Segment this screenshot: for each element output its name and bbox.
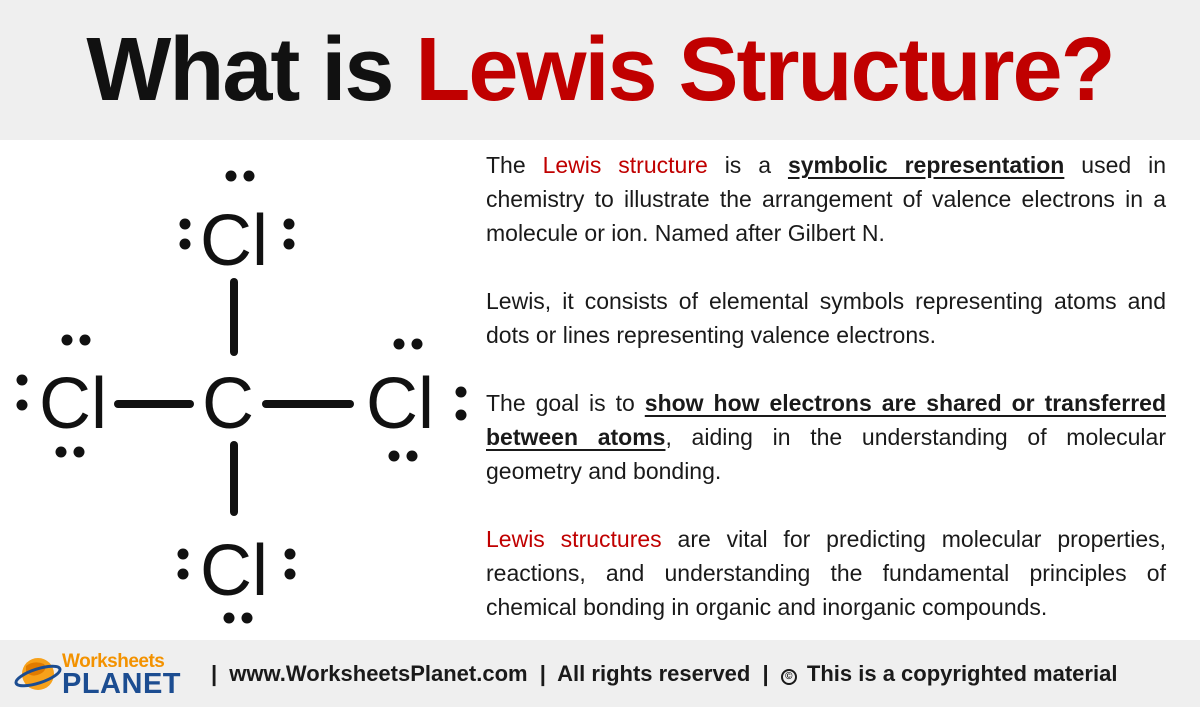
lone-pair-left-1 (62, 335, 91, 346)
lone-pair-right-1 (394, 339, 423, 350)
footer-info (205, 640, 1185, 707)
p3-underlined-phrase: show how electrons are shared or transferred between atoms (486, 390, 1166, 450)
lone-pair-right-2 (456, 387, 467, 421)
atom-cl-bottom: Cl (200, 531, 268, 611)
lone-pair-bottom-3 (224, 613, 253, 624)
p3-text-1: The goal is to (486, 390, 645, 416)
p1-text-2: is a (707, 152, 788, 178)
p1-underlined-phrase: symbolic representation (787, 152, 1065, 178)
copyright-icon: © (781, 669, 797, 685)
lone-pair-top-1 (226, 171, 255, 182)
atom-cl-top: Cl (200, 201, 268, 281)
p1-text-1: The (486, 152, 543, 178)
website-link[interactable]: www.WorksheetsPlanet.com (229, 661, 528, 686)
logo-text-bottom: PLANET (62, 668, 181, 700)
planet-icon (14, 652, 62, 696)
lone-pair-left-3 (56, 447, 85, 458)
lone-pair-top-3 (284, 219, 295, 250)
atom-c-center: C (202, 364, 254, 444)
p4-text: are vital for predicting molecular properties, reactions, and understanding the fundamental principles of chemical bonding in organic and inorganic compounds. (486, 526, 1166, 620)
separator: | (211, 661, 218, 686)
paragraph-2 (486, 284, 1166, 352)
title-part-1: What is (86, 20, 416, 120)
p2-text: Lewis, it consists of elemental symbols representing atoms and dots or lines representing valence electrons. (486, 288, 1166, 348)
lone-pair-top-2 (180, 219, 191, 250)
separator: | (762, 661, 769, 686)
lone-pair-bottom-2 (285, 549, 296, 580)
explanation-text (486, 148, 1166, 624)
p1-highlight-term: Lewis structure (542, 152, 708, 178)
copyright-text: This is a copyrighted material (806, 661, 1118, 686)
footer (0, 640, 1200, 707)
page-title (0, 0, 1200, 140)
p4-highlight-term: Lewis structures (486, 526, 662, 552)
rights-text: All rights reserved (557, 661, 751, 686)
lewis-structure-svg (0, 140, 470, 640)
title-bar (0, 0, 1200, 140)
paragraph-1 (486, 148, 1166, 250)
p1-text-3: used in chemistry to illustrate the arrangement of valence electrons in a molecule or ion. Named after Gilbert N. (486, 152, 1166, 246)
lone-pair-bottom-1 (178, 549, 189, 580)
paragraph-4 (486, 522, 1166, 624)
logo-text-top: Worksheets (62, 651, 165, 672)
brand-logo (14, 648, 204, 700)
title-part-2: Lewis Structure? (415, 20, 1114, 120)
atom-cl-left: Cl (39, 364, 107, 444)
p3-text-2: , aiding in the understanding of molecular geometry and bonding. (486, 424, 1166, 484)
lone-pair-right-3 (389, 451, 418, 462)
paragraph-3 (486, 386, 1166, 488)
lewis-diagram (0, 140, 470, 640)
lone-pair-left-2 (17, 375, 28, 411)
atom-cl-right: Cl (366, 364, 434, 444)
separator: | (539, 661, 546, 686)
